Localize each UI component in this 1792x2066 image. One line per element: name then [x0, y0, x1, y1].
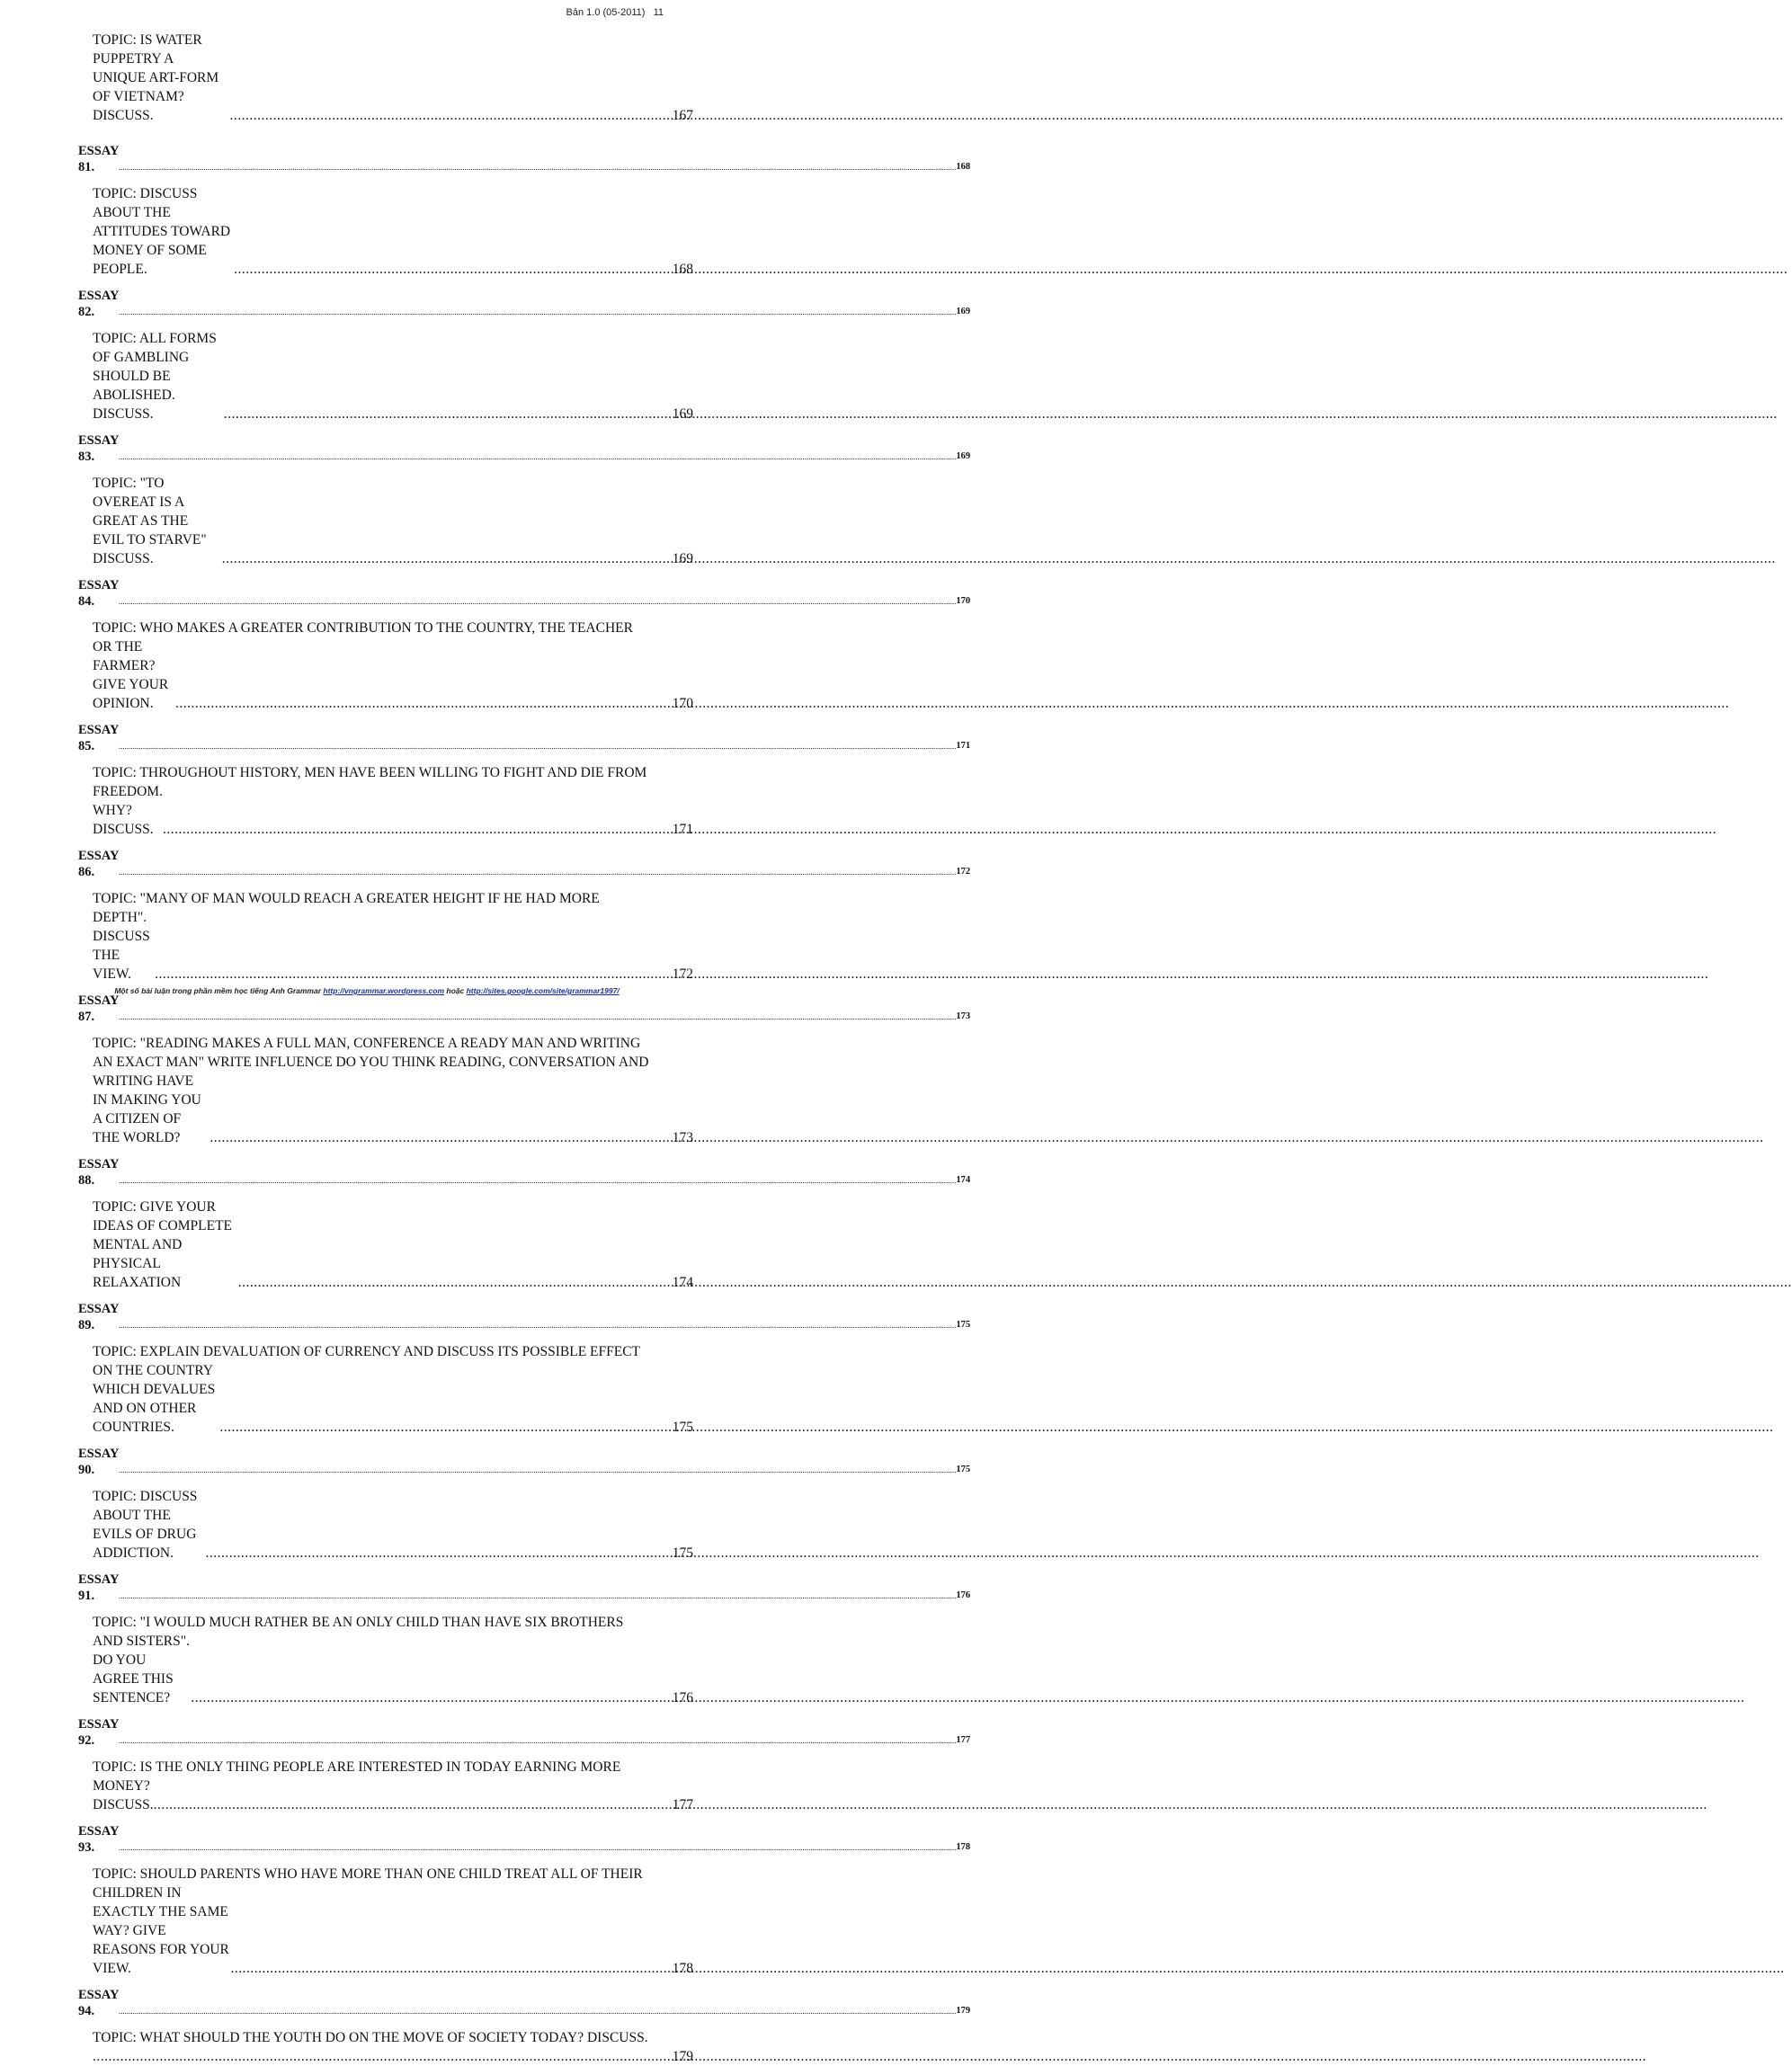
- topic-last-line: [93, 782, 693, 839]
- dot-leader: [119, 2003, 957, 2019]
- topic-page-number: 170: [672, 696, 693, 711]
- essay-title: ESSAY 81.: [78, 144, 119, 174]
- topic-text-line: AN EXACT MAN" WRITE INFLUENCE DO YOU THINK READING, CONVERSATION AND: [93, 1055, 649, 1070]
- topic-last-line: [93, 1632, 693, 1707]
- dot-leader: [154, 1795, 672, 1814]
- topic-text: TOPIC: DISCUSS ABOUT THE ATTITUDES TOWARD MONEY OF SOME PEOPLE.: [93, 186, 231, 277]
- essay-page-number: 175: [956, 1465, 971, 1474]
- topic-last-line: [93, 1777, 693, 1814]
- topic-text-line: ON THE COUNTRY WHICH DEVALUES AND ON OTHER COUNTRIES.: [93, 1363, 216, 1435]
- essay-title: ESSAY 87.: [78, 993, 119, 1024]
- dot-leader: [191, 1688, 671, 1707]
- toc-topic-entry[interactable]: [78, 889, 693, 984]
- topic-page-number: 172: [672, 966, 693, 982]
- dot-leader: [230, 1959, 671, 1978]
- topic-text: TOPIC: ALL FORMS OF GAMBLING SHOULD BE ABOLISHED. DISCUSS.: [93, 331, 217, 422]
- dot-leader: [119, 1839, 957, 1856]
- essay-page-number: 176: [956, 1590, 971, 1600]
- topic-page-number: 176: [672, 1690, 693, 1705]
- dot-leader: [119, 738, 957, 754]
- toc-topic-entry[interactable]: [78, 1865, 693, 1978]
- topic-page-number: 168: [672, 262, 693, 277]
- topic-page-number: 175: [672, 1545, 693, 1561]
- dot-leader: [93, 2047, 672, 2066]
- toc-topic-entry[interactable]: [78, 329, 693, 423]
- toc-topic-entry[interactable]: [78, 1034, 693, 1147]
- topic-text-line: TOPIC: THROUGHOUT HISTORY, MEN HAVE BEEN WILLING TO FIGHT AND DIE FROM: [93, 765, 647, 780]
- topic-text-line: FREEDOM. WHY? DISCUSS.: [93, 784, 163, 837]
- toc-essay-entry[interactable]: [78, 1301, 971, 1333]
- page-header: [566, 7, 664, 18]
- topic-last-line: [93, 637, 693, 713]
- dot-leader: [163, 820, 672, 839]
- dot-leader: [224, 405, 672, 423]
- topic-text-line: TOPIC: "MANY OF MAN WOULD REACH A GREATER HEIGHT IF HE HAD MORE: [93, 891, 600, 906]
- topic-text-line: TOPIC: WHAT SHOULD THE YOUTH DO ON THE MOVE OF SOCIETY TODAY? DISCUSS.: [93, 2030, 648, 2045]
- toc-topic-entry[interactable]: [78, 2028, 693, 2066]
- essay-page-number: 173: [956, 1011, 971, 1021]
- essay-title: ESSAY 90.: [78, 1447, 119, 1477]
- essay-page-number: 171: [956, 741, 971, 751]
- toc-essay-entry[interactable]: [78, 722, 971, 754]
- spacer: [78, 125, 693, 134]
- topic-text-line: WRITING HAVE IN MAKING YOU A CITIZEN OF THE WORLD?: [93, 1073, 201, 1145]
- toc-topic-entry[interactable]: [78, 31, 693, 125]
- dot-leader: [119, 1172, 957, 1189]
- essay-page-number: 172: [956, 867, 971, 877]
- topic-text: TOPIC: IS WATER PUPPETRY A UNIQUE ART-FORM OF VIETNAM? DISCUSS.: [93, 32, 219, 123]
- dot-leader: [119, 1588, 957, 1604]
- topic-page-number: 173: [672, 1130, 693, 1145]
- topic-last-line: [93, 2047, 693, 2066]
- topic-page-number: 179: [672, 2049, 693, 2064]
- topic-text-line: TOPIC: EXPLAIN DEVALUATION OF CURRENCY AND DISCUSS ITS POSSIBLE EFFECT: [93, 1344, 641, 1359]
- toc-topic-entry[interactable]: [78, 1198, 693, 1292]
- footer-link-wordpress[interactable]: http://vngrammar.wordpress.com: [323, 986, 445, 995]
- topic-page-number: 174: [672, 1275, 693, 1290]
- topic-text-line: DEPTH". DISCUSS THE VIEW.: [93, 910, 150, 982]
- topic-text-line: AND SISTERS". DO YOU AGREE THIS SENTENCE?: [93, 1634, 190, 1705]
- dot-leader: [210, 1128, 671, 1147]
- dot-leader: [119, 864, 957, 880]
- topic-page-number: 175: [672, 1420, 693, 1435]
- topic-text-line: TOPIC: "I WOULD MUCH RATHER BE AN ONLY CHILD THAN HAVE SIX BROTHERS: [93, 1615, 624, 1630]
- toc-essay-entry[interactable]: [78, 1572, 971, 1604]
- dot-leader: [229, 106, 671, 125]
- essay-page-number: 178: [956, 1842, 971, 1852]
- dot-leader: [234, 260, 672, 279]
- page-number: 11: [653, 7, 664, 18]
- topic-page-number: 177: [672, 1797, 693, 1812]
- toc-topic-entry[interactable]: [78, 619, 693, 713]
- toc-topic-entry[interactable]: [78, 1758, 693, 1814]
- topic-text: TOPIC: DISCUSS ABOUT THE EVILS OF DRUG ADDICTION.: [93, 1489, 198, 1561]
- topic-last-line: [93, 1072, 693, 1147]
- toc-topic-entry[interactable]: [78, 474, 693, 568]
- page-footer: [0, 986, 734, 995]
- toc-essay-entry[interactable]: [78, 1446, 971, 1478]
- topic-page-number: 167: [672, 108, 693, 123]
- essay-title: ESSAY 83.: [78, 433, 119, 464]
- essay-page-number: 175: [956, 1320, 971, 1330]
- toc-essay-entry[interactable]: [78, 432, 971, 465]
- essay-page-number: 168: [956, 162, 971, 172]
- essay-title: ESSAY 91.: [78, 1572, 119, 1603]
- dot-leader: [155, 965, 672, 984]
- essay-page-number: 174: [956, 1175, 971, 1185]
- topic-text-line: MONEY? DISCUSS.: [93, 1778, 154, 1812]
- dot-leader: [238, 1273, 672, 1292]
- essay-title: ESSAY 88.: [78, 1157, 119, 1188]
- toc-topic-entry[interactable]: [78, 1613, 693, 1707]
- essay-page-number: 169: [956, 307, 971, 316]
- dot-leader: [119, 304, 957, 320]
- topic-text-line: OR THE FARMER? GIVE YOUR OPINION.: [93, 639, 169, 711]
- dot-leader: [119, 593, 957, 610]
- essay-page-number: 179: [956, 2006, 971, 2016]
- topic-text-line: TOPIC: WHO MAKES A GREATER CONTRIBUTION TO THE COUNTRY, THE TEACHER: [93, 620, 633, 636]
- dot-leader: [222, 549, 672, 568]
- dot-leader: [119, 1009, 957, 1025]
- dot-leader: [119, 1732, 957, 1749]
- toc-essay-entry[interactable]: [78, 1716, 971, 1749]
- essay-page-number: 177: [956, 1735, 971, 1745]
- essay-page-number: 170: [956, 596, 971, 606]
- essay-title: ESSAY 92.: [78, 1717, 119, 1748]
- essay-title: ESSAY 86.: [78, 849, 119, 879]
- topic-text-line: TOPIC: SHOULD PARENTS WHO HAVE MORE THAN ONE CHILD TREAT ALL OF THEIR: [93, 1866, 643, 1882]
- dot-leader: [119, 1462, 957, 1478]
- dot-leader: [119, 159, 957, 175]
- toc-essay-entry[interactable]: [78, 288, 971, 320]
- topic-text: TOPIC: "TO OVEREAT IS A GREAT AS THE EVIL TO STARVE" DISCUSS.: [93, 476, 207, 566]
- topic-text-line: TOPIC: IS THE ONLY THING PEOPLE ARE INTERESTED IN TODAY EARNING MORE: [93, 1759, 621, 1775]
- topic-last-line: [93, 908, 693, 984]
- topic-text-line: TOPIC: "READING MAKES A FULL MAN, CONFERENCE A READY MAN AND WRITING: [93, 1036, 641, 1051]
- footer-text: Một số bài luận trong phần mềm học tiếng Anh Grammar: [114, 986, 322, 995]
- toc-essay-entry[interactable]: [78, 993, 971, 1025]
- toc-topic-entry[interactable]: [78, 1342, 693, 1437]
- topic-page-number: 178: [672, 1961, 693, 1976]
- toc-essay-entry[interactable]: [78, 848, 971, 880]
- toc-essay-entry[interactable]: [78, 577, 971, 610]
- version-label: Bản 1.0 (05-2011): [566, 7, 646, 18]
- topic-text: TOPIC: GIVE YOUR IDEAS OF COMPLETE MENTAL AND PHYSICAL RELAXATION: [93, 1199, 233, 1290]
- topic-last-line: [93, 1361, 693, 1437]
- dot-leader: [119, 1317, 957, 1333]
- toc-topic-entry[interactable]: [78, 1487, 693, 1563]
- essay-title: ESSAY 94.: [78, 1988, 119, 2018]
- essay-title: ESSAY 82.: [78, 289, 119, 319]
- dot-leader: [219, 1418, 671, 1437]
- topic-last-line: [93, 1883, 693, 1978]
- toc-essay-entry[interactable]: [78, 1156, 971, 1189]
- table-of-contents: [78, 31, 971, 2066]
- footer-link-google-sites[interactable]: http://sites.google.com/site/grammar1997/: [466, 986, 620, 995]
- essay-page-number: 169: [956, 451, 971, 461]
- toc-essay-entry[interactable]: [78, 1987, 971, 2019]
- essay-title: ESSAY 84.: [78, 578, 119, 609]
- topic-page-number: 171: [672, 822, 693, 837]
- toc-topic-entry[interactable]: [78, 763, 693, 839]
- toc-essay-entry[interactable]: [78, 143, 971, 175]
- dot-leader: [175, 694, 672, 713]
- dot-leader: [206, 1544, 672, 1563]
- essay-title: ESSAY 93.: [78, 1824, 119, 1855]
- topic-text-line: CHILDREN IN EXACTLY THE SAME WAY? GIVE REASONS FOR YOUR VIEW.: [93, 1885, 229, 1976]
- topic-page-number: 169: [672, 551, 693, 566]
- dot-leader: [119, 449, 957, 465]
- essay-title: ESSAY 85.: [78, 723, 119, 753]
- toc-essay-entry[interactable]: [78, 1823, 971, 1856]
- toc-topic-entry[interactable]: [78, 184, 693, 279]
- topic-page-number: 169: [672, 406, 693, 422]
- footer-or: hoặc: [446, 986, 465, 995]
- essay-title: ESSAY 89.: [78, 1302, 119, 1332]
